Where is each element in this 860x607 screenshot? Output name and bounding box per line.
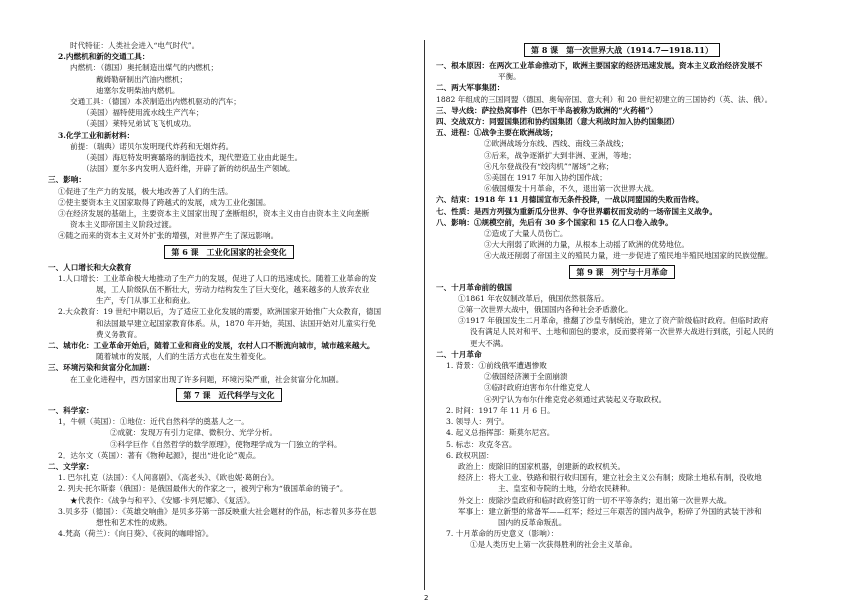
right-text-line: ③临时政府迫害布尔什维克党人 [484,383,591,393]
left-text-line: （美国）福特使用流水线生产汽车； [82,108,204,118]
right-text-line: ②欧洲战场分东线、西线、南线三条战线； [484,139,629,149]
left-heading: 2.内燃机和新的交通工具： [58,52,150,62]
left-text-line: 想性和艺术性的成熟。 [96,517,172,527]
left-heading: 3.化学工业和新材料： [58,130,135,140]
left-text-line: 2．达尔文（英国）：著有《物种起源》，提出“进化论”观点。 [58,450,261,460]
left-lesson-title [48,388,410,402]
right-text-line: 经济上：将大工业、铁路和银行收归国有，建立社会主义公有制；废除土地私有制，没收地 [458,473,762,483]
left-text-line: 费义务教育。 [96,329,142,339]
left-text-line: ★代表作：《战争与和平》、《安娜·卡列尼娜》、《复活》。 [70,495,255,505]
left-text-line: （美国）海厄特发明赛璐珞的制造技术，现代塑造工业由此诞生。 [82,153,303,163]
right-text-line: 更大不满。 [470,338,508,348]
right-heading: 八、影响：①规模空前，先后有 30 多个国家和 15 亿人口卷入战争。 [436,217,673,227]
right-text-line: 军事上：建立新型的常备军——红军；经过三年艰苦的国内战争，粉碎了外国的武装干涉和 [458,506,762,516]
left-text-line: 前提：（瑞典）诺贝尔发明现代炸药和无烟炸药。 [70,141,234,151]
left-text-line: 随着城市的发展，人们的生活方式也在发生着变化。 [96,352,271,362]
right-text-line: 7. 十月革命的历史意义（影响）： [446,529,559,539]
right-text-line: 6. 政权巩固： [446,450,494,460]
right-lesson-title [436,43,808,57]
right-heading: 二、十月革命 [436,349,482,359]
lesson-title-box: 第 8 课 第一次世界大战（1914.7—1918.11） [524,43,720,57]
left-text-line: 4.梵高（荷兰）：《向日葵》、《夜间的咖啡馆》。 [58,529,214,539]
left-text-line: 迪塞尔发明柴油内燃机。 [96,85,180,95]
right-text-line: 没有满足人民对和平、土地和面包的要求，反而要将第一次世界大战进行到底，引起人民的 [470,327,774,337]
page-number: 2 [424,594,429,602]
right-lesson-title [436,265,808,279]
right-heading: 五、进程：①战争主要在欧洲战场； [436,128,558,138]
column-divider [424,40,425,590]
left-text-line: ④随之而来的资本主义对外扩张的增强，对世界产生了深远影响。 [58,231,279,241]
right-text-line: ②造成了大量人员伤亡。 [484,229,568,239]
right-text-line: 1. 背景：①前线俄军遭遇惨败 [446,361,547,371]
left-text-line: 内燃机：（德国）奥托制造出煤气的内燃机； [70,63,219,73]
left-text-line: ③在经济发展的基础上，主要资本主义国家出现了垄断组织，资本主义由自由资本主义向垄断 [58,209,370,219]
left-text-line: 1.人口增长：工业革命极大地推动了生产力的发展，促进了人口的迅速成长。随着工业革命的发 [58,273,377,283]
right-text-line: 3. 领导人：列宁。 [446,417,509,427]
right-text-line: 平衡。 [498,72,521,82]
left-heading: 二、城市化：工业革命开始后，随着工业和商业的发展，农村人口不断流向城市，城市越来越大。 [48,341,375,351]
lesson-title-box: 第 6 课 工业化国家的社会变化 [164,245,293,259]
right-heading: 四、交战双方：同盟国集团和协约国集团（意大利战时加入协约国集团） [436,117,679,127]
left-text-line: 在工业化进程中，西方国家出现了许多问题，环境污染严重，社会贫富分化加剧。 [70,374,344,384]
left-heading: 三、影响： [48,175,86,185]
lesson-title-box: 第 7 课 近代科学与文化 [176,388,281,402]
left-text-line: 和法国最早建立起国家教育体系。从，1870 年开始，英国、法国开始对儿童实行免 [96,318,376,328]
left-text-line: 资本主义即帝国主义阶段过渡。 [70,220,177,230]
right-heading: 六、结束：1918 年 11 月德国宣布无条件投降，一战以同盟国的失败而告终。 [436,195,704,205]
left-text-line: 时代特征：人类社会进入“电气时代”。 [70,41,200,50]
right-text-line: ④列宁认为布尔什维克党必须通过武装起义夺取政权。 [484,394,667,404]
left-text-line: ②成就：发现万有引力定律、微积分、光学分析。 [110,428,278,438]
right-text-line: 5. 标志：攻克冬宫。 [446,439,517,449]
left-text-line: ②使主要资本主义国家取得了跨越式的发展，成为工业化强国。 [58,197,271,207]
right-heading: 一、根本原因：在两次工业革命推动下，欧洲主要国家的经济迅速发展。资本主义政治经济发展不 [436,61,763,70]
right-text-line: 主、皇室和寺院的土地，分给农民耕种。 [498,484,635,494]
right-text-line: ④大战还削弱了帝国主义的殖民力量，进一步促进了殖民地半殖民地国家的民族觉醒。 [484,251,773,261]
right-text-line: 2. 时间：1917 年 11 月 6 日。 [446,405,555,415]
left-heading: 二、文学家： [48,461,94,471]
left-text-line: （法国）夏尔多内发明人造纤维，开辟了新的纺织品生产领域。 [82,164,295,174]
right-text-line: 外交上：废除沙皇政府和临时政府签订的一切不平等条约；退出第一次世界大战。 [458,495,732,505]
right-text-line: 国内的反革命叛乱。 [498,517,567,527]
right-text-line: 政治上：废除旧的国家机器，创建新的政权机关。 [458,461,626,471]
right-text-line: 4. 起义总指挥部：斯莫尔尼宫。 [446,428,555,438]
left-heading: 三、环境污染和贫富分化加剧： [48,363,155,373]
left-text-line: ③科学巨作《自然哲学的数学原理》，使物理学成为一门独立的学科。 [110,439,342,449]
left-heading: 一、人口增长和大众教育 [48,262,132,272]
right-heading: 三、导火线：萨拉热窝事件（巴尔干半岛被称为欧洲的“火药桶”） [436,105,658,115]
right-column [436,40,808,551]
right-heading: 一、十月革命前的俄国 [436,282,512,292]
left-text-line: 戴姆勒研制出汽油内燃机； [96,74,188,84]
right-text-line: ③后来，战争逐渐扩大到非洲、亚洲，等地； [484,150,636,160]
left-text-line: 1，牛顿（英国）：①地位：近代自然科学的奠基人之一。 [58,417,249,427]
lesson-title-box: 第 9 课 列宁与十月革命 [569,265,674,279]
right-heading: 二、两大军事集团： [436,83,505,93]
left-text-line: 展，工人阶级队伍不断壮大，劳动力结构发生了巨大变化，越来越多的人放弃农业 [96,285,370,295]
right-text-line: ③大大削弱了欧洲的力量，从根本上动摇了欧洲的优势地位。 [484,240,690,250]
left-text-line: 2.大众教育：19 世纪中期以后，为了适应工业化发展的需要，欧洲国家开始推广大众教育，德国 [58,307,382,317]
left-text-line: （美国）莱特兄弟试飞飞机成功。 [82,119,196,129]
left-text-line: 2. 列夫·托尔斯泰（俄国）：是俄国最伟大的作家之一，被列宁称为“俄国革命的镜子”。 [58,484,348,494]
left-text-line: 1. 巴尔扎克（法国）：《人间喜剧》、《高老头》、《欧也妮·葛朗台》。 [58,473,279,483]
right-text-line: ②第一次世界大战中，俄国国内各种社会矛盾激化。 [458,305,633,315]
left-text-line: 生产，专门从事工业和商业。 [96,296,195,306]
right-text-line: ⑤美国在 1917 年加入协约国作战； [484,173,607,183]
right-text-line: ②俄国经济濒于全面崩溃 [484,372,568,382]
left-text-line: 3.贝多芬（德国）：《英雄交响曲》是贝多芬第一部反映重大社会题材的作品，标志着贝多芬在思 [58,506,377,516]
left-lesson-title [48,245,410,259]
right-text-line: 1882 年组成的三国同盟（德国、奥匈帝国、意大利）和 20 世纪初建立的三国协约（英、法、俄）。 [436,94,773,104]
right-text-line: ④凡尔登战役有“绞肉机”“屠场”之称； [484,161,614,171]
right-text-line: ①1861 年农奴制改革后，俄国依然很落后。 [458,293,609,303]
left-heading: 一、科学家： [48,405,94,415]
right-text-line: ③1917 年俄国发生二月革命，推翻了沙皇专制统治，建立了资产阶级临时政府。但临时政府 [458,316,769,326]
left-text-line: 交通工具：（德国）本茨制造出内燃机驱动的汽车； [70,97,241,107]
left-column [48,40,410,539]
right-text-line: ⑥俄国爆发十月革命，不久，退出第一次世界大战。 [484,184,659,194]
right-text-line: ①是人类历史上第一次获得胜利的社会主义革命。 [470,540,638,550]
right-heading: 七、性质：是西方列强为重新瓜分世界、争夺世界霸权而发动的一场帝国主义战争。 [436,206,717,216]
left-text-line: ①促进了生产力的发展，极大地改善了人们的生活。 [58,186,233,196]
